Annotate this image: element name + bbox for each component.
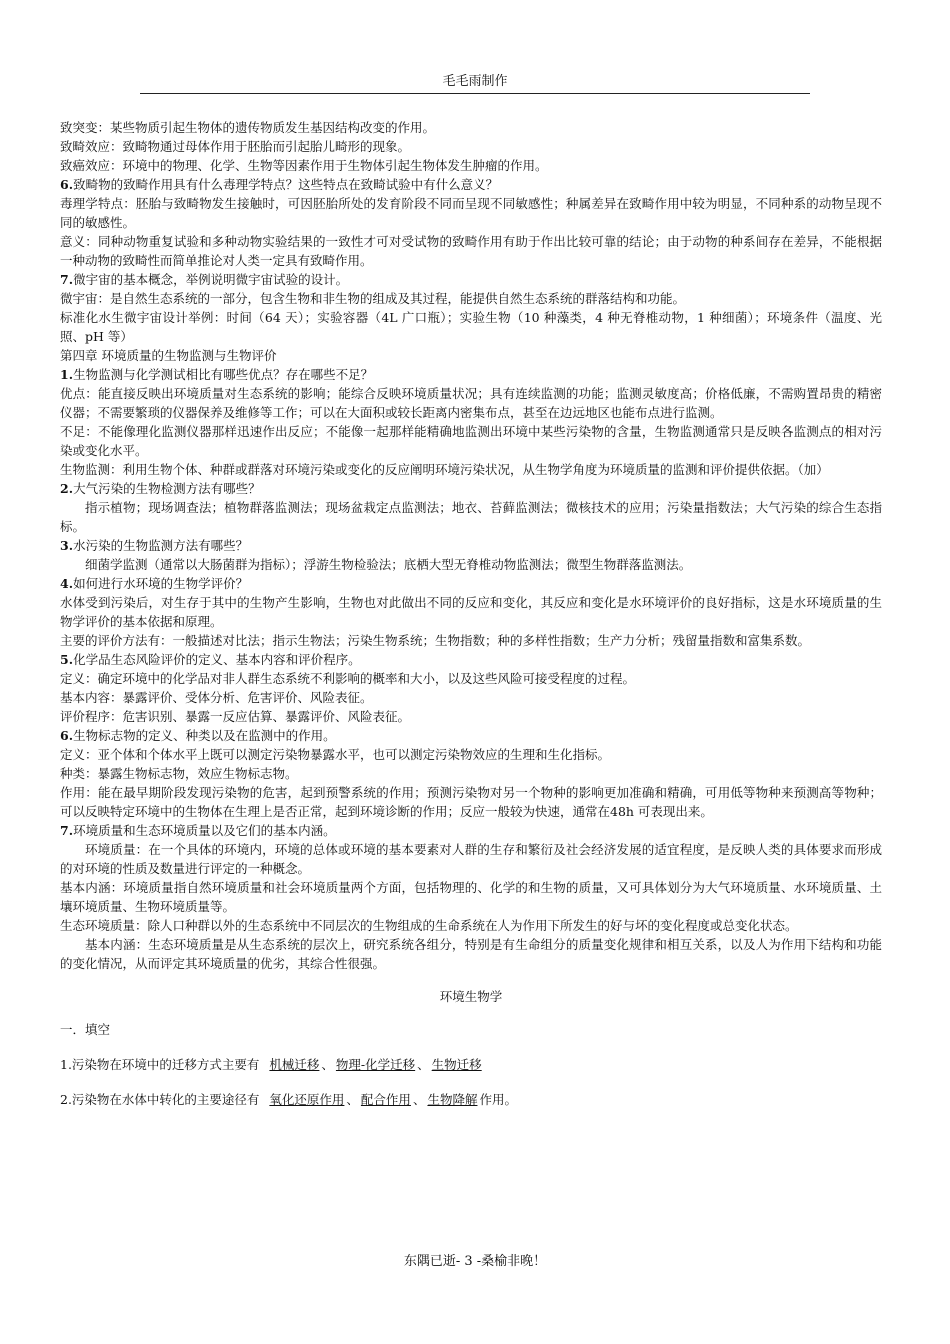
paragraph: 基本内容：暴露评价、受体分析、危害评价、风险表征。 [60, 690, 373, 705]
paragraph: 意义：同种动物重复试验和多种动物实验结果的一致性才可对受试物的致畸作用有助于作出比较可靠的结论；由于动物的种系间存在差异，不能根据一种动物的致畸性而简单推论对人类一定具有致畸作用。 [60, 234, 882, 268]
paragraph: 环境质量：在一个具体的环境内，环境的总体或环境的基本要素对人群的生存和繁衍及社会经济发展的适宜程度，是反映人类的具体要求而形成的对环境的性质及数量进行评定的一种概念。 [60, 842, 882, 876]
paragraph: 种类：暴露生物标志物，效应生物标志物。 [60, 766, 298, 781]
exam-title: 环境生物学 [439, 989, 503, 1004]
question-heading: 4.如何进行水环境的生物学评价？ [60, 576, 249, 591]
question-number: 6. [60, 728, 74, 743]
paragraph: 致癌效应：环境中的物理、化学、生物等因素作用于生物体引起生物体发生肿瘤的作用。 [60, 158, 548, 173]
question-heading: 7.微宇宙的基本概念，举例说明微宇宙试验的设计。 [60, 272, 349, 287]
paragraph: 基本内涵：环境质量指自然环境质量和社会环境质量两个方面，包括物理的、化学的和生物的质量，又可具体划分为大气环境质量、水环境质量、土壤环境质量、生物环境质量等。 [60, 880, 882, 914]
paragraph: 细菌学监测（通常以大肠菌群为指标）；浮游生物检验法；底栖大型无脊椎动物监测法；微型生物群落监测法。 [85, 557, 692, 572]
paragraph: 致突变：某些物质引起生物体的遗传物质发生基因结构改变的作用。 [60, 120, 436, 135]
question-number: 6. [60, 177, 74, 192]
page-header: 毛毛雨制作 [140, 70, 810, 94]
chapter-title: 第四章 环境质量的生物监测与生物评价 [60, 348, 277, 363]
paragraph: 标准化水生微宇宙设计举例：时间（64 天）；实验容器（4L 广口瓶）；实验生物（10 种藻类，4 种无脊椎动物，1 种细菌）；环境条件（温度、光照、pH 等） [60, 310, 882, 344]
question-heading: 7.环境质量和生态环境质量以及它们的基本内涵。 [60, 823, 336, 838]
paragraph: 定义：确定环境中的化学品对非人群生态系统不利影响的概率和大小，以及这些风险可接受程度的过程。 [60, 671, 636, 686]
paragraph: 生态环境质量：除人口种群以外的生态系统中不同层次的生物组成的生命系统在人为作用下所发生的好与坏的变化程度或总变化状态。 [60, 918, 798, 933]
paragraph: 优点：能直接反映出环境质量对生态系统的影响；能综合反映环境质量状况；具有连续监测的功能；监测灵敏度高；价格低廉，不需购置昂贵的精密仪器；不需要繁琐的仪器保养及维修等工作；可以在大面积或较长距离内密集布点，甚至在边远地区也能布点进行监测。 [60, 386, 882, 420]
paragraph: 作用：能在最早期阶段发现污染物的危害，起到预警系统的作用；预测污染物对另一个物种的影响更加准确和精确，可用低等物种来预测高等物种；可以反映特定环境中的生物体在生理上是否正常，起到环境诊断的作用；反应一般较为快速，通常在48h 可表现出来。 [60, 785, 882, 819]
question-number: 1. [60, 367, 74, 382]
fill-question-1: 1.污染物在环境中的迁移方式主要有 机械迁移 、 物理-化学迁移 、 生物迁移 [60, 1057, 482, 1072]
question-heading: 1.生物监测与化学测试相比有哪些优点？存在哪些不足？ [60, 367, 374, 382]
answer-blank: 生物降解 [427, 1092, 478, 1107]
paragraph: 定义：亚个体和个体水平上既可以测定污染物暴露水平，也可以测定污染物效应的生理和生化指标。 [60, 747, 611, 762]
paragraph: 指示植物；现场调查法；植物群落监测法；现场盆栽定点监测法；地衣、苔藓监测法；微核技术的应用；污染量指数法；大气污染的综合生态指标。 [60, 500, 882, 534]
question-heading: 6.致畸物的致畸作用具有什么毒理学特点？这些特点在致畸试验中有什么意义？ [60, 177, 499, 192]
question-number: 7. [60, 823, 74, 838]
answer-blank: 机械迁移 [269, 1057, 320, 1072]
page-footer: 东隅已逝- 3 -桑榆非晚！ [403, 1254, 547, 1269]
answer-blank: 生物迁移 [431, 1057, 482, 1072]
paragraph: 基本内涵：生态环境质量是从生态系统的层次上，研究系统各组分，特别是有生命组分的质量变化规律和相互关系，以及人为作用下结构和功能的变化情况，从而评定其环境质量的优劣，其综合性很强。 [60, 937, 882, 971]
paragraph: 微宇宙：是自然生态系统的一部分，包含生物和非生物的组成及其过程，能提供自然生态系统的群落结构和功能。 [60, 291, 686, 306]
paragraph: 致畸效应：致畸物通过母体作用于胚胎而引起胎儿畸形的现象。 [60, 139, 411, 154]
paragraph: 毒理学特点：胚胎与致畸物发生接触时，可因胚胎所处的发育阶段不同而呈现不同敏感性；种属差异在致畸作用中较为明显，不同种系的动物呈现不同的敏感性。 [60, 196, 882, 230]
paragraph: 不足：不能像理化监测仪器那样迅速作出反应；不能像一起那样能精确地监测出环境中某些污染物的含量，生物监测通常只是反映各监测点的相对污染或变化水平。 [60, 424, 882, 458]
question-number: 5. [60, 652, 74, 667]
question-heading: 5.化学品生态风险评价的定义、基本内容和评价程序。 [60, 652, 361, 667]
fill-question-2: 2.污染物在水体中转化的主要途径有 氧化还原作用 、 配合作用 、 生物降解 作用。 [60, 1092, 517, 1107]
paragraph: 评价程序：危害识别、暴露一反应估算、暴露评价、风险表征。 [60, 709, 411, 724]
paragraph: 主要的评价方法有：一般描述对比法；指示生物法；污染生物系统；生物指数；种的多样性指数；生产力分析；残留量指数和富集系数。 [60, 633, 811, 648]
question-number: 4. [60, 576, 74, 591]
answer-blank: 氧化还原作用 [269, 1092, 345, 1107]
question-number: 3. [60, 538, 74, 553]
document-body [60, 118, 882, 1109]
answer-blank: 配合作用 [360, 1092, 411, 1107]
question-number: 2. [60, 481, 74, 496]
exam-section-heading: 一．填空 [60, 1022, 111, 1037]
question-heading: 2.大气污染的生物检测方法有哪些？ [60, 481, 261, 496]
paragraph: 水体受到污染后，对生存于其中的生物产生影响，生物也对此做出不同的反应和变化，其反应和变化是水环境评价的良好指标，这是水环境质量的生物学评价的基本依据和原理。 [60, 595, 882, 629]
answer-blank: 物理-化学迁移 [335, 1057, 416, 1072]
question-heading: 3.水污染的生物监测方法有哪些？ [60, 538, 249, 553]
question-heading: 6.生物标志物的定义、种类以及在监测中的作用。 [60, 728, 336, 743]
paragraph: 生物监测：利用生物个体、种群或群落对环境污染或变化的反应阐明环境污染状况，从生物学角度为环境质量的监测和评价提供依据。（加） [60, 462, 829, 477]
question-number: 7. [60, 272, 74, 287]
